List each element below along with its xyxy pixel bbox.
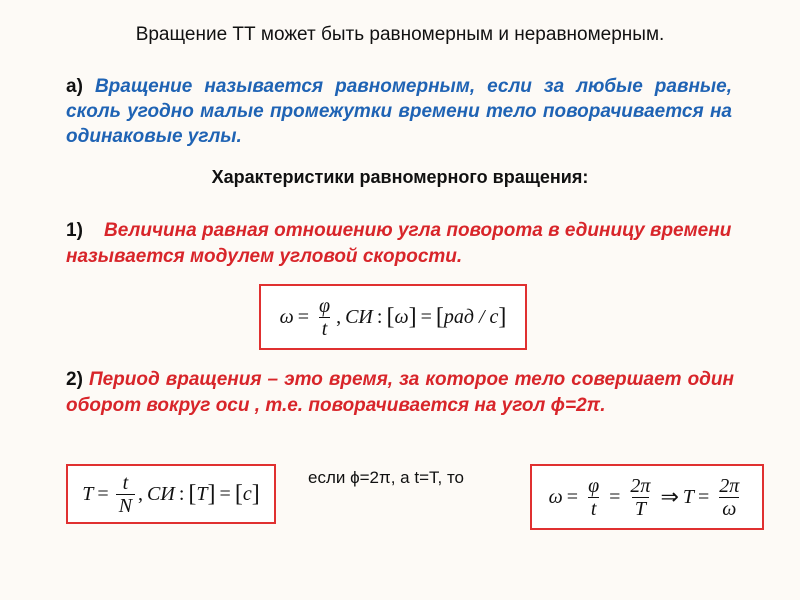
formula2-lhs: T (82, 482, 94, 505)
formula2-fraction (116, 472, 135, 517)
formula3-fraction1 (585, 475, 602, 520)
formula1-lhs: ω (279, 305, 294, 328)
item2-number: 2) (66, 369, 83, 390)
formula1-si-label: СИ (345, 305, 373, 328)
formula3-lhs: ω (548, 485, 563, 508)
item-rotation-period (66, 367, 734, 419)
formula2-si-label: СИ (147, 482, 175, 505)
characteristics-heading: Характеристики равномерного вращения: (211, 167, 589, 187)
formula3-denominator1: t (588, 497, 600, 520)
formula3-numerator3: 2π (719, 474, 740, 497)
item2-text: Период вращения – это время, за которое тело совершает один оборот вокруг оси , т.е. поворачивается на угол ϕ=2π. (66, 369, 735, 416)
item1-text: Величина равная отношению угла поворота в единицу времени называется модулем угловой скорости. (66, 220, 732, 267)
formula1-fraction (316, 295, 333, 340)
formula1-denominator: t (319, 317, 331, 340)
section-a-text: Вращение называется равномерным, если за любые равные, сколь угодно малые промежутки времени тело поворачивается на одинаковые углы. (66, 76, 732, 147)
formula3-denominator3: ω (719, 497, 739, 520)
angular-velocity-formula: ω = $\frac{\varphi}{t}$ , СИ : [ ω ] = [ рад / с ] (259, 284, 527, 350)
implies-arrow-icon: ⇒ (660, 484, 679, 509)
formula1-unit: рад / с (443, 305, 499, 328)
slide-title: Вращение ТТ может быть равномерным и неравномерным. (135, 24, 665, 45)
formula1-unit-symbol: ω (394, 305, 409, 328)
formula3-fraction3 (716, 475, 742, 520)
formula3-numerator2: 2π (630, 474, 651, 497)
formula2-unit-symbol: T (196, 482, 208, 505)
formula2-denominator: N (116, 494, 135, 517)
formula3-result-lhs: T (682, 485, 695, 508)
formula2-numerator: t (122, 471, 129, 494)
period-derivation-formula: ω = $\frac{\varphi}{t}$ = $\frac{2\pi}{T}$ ⇒ T = $\frac{2\pi}{\omega}$ (530, 464, 764, 530)
formula1-numerator: φ (319, 294, 331, 317)
section-a-label: а) (66, 76, 83, 97)
formula2-unit: c (242, 482, 252, 505)
condition-note: если ϕ=2π, а t=T, то (308, 468, 464, 487)
formula3-fraction2 (627, 475, 653, 520)
formula3-numerator1: φ (588, 474, 600, 497)
definition-uniform-rotation (66, 74, 732, 149)
item-angular-velocity (66, 218, 746, 270)
item1-number: 1) (66, 220, 83, 241)
formula3-denominator2: T (632, 497, 649, 520)
period-formula: T = $\frac{t}{N}$ , СИ : [ T ] = [ c ] (66, 464, 276, 524)
